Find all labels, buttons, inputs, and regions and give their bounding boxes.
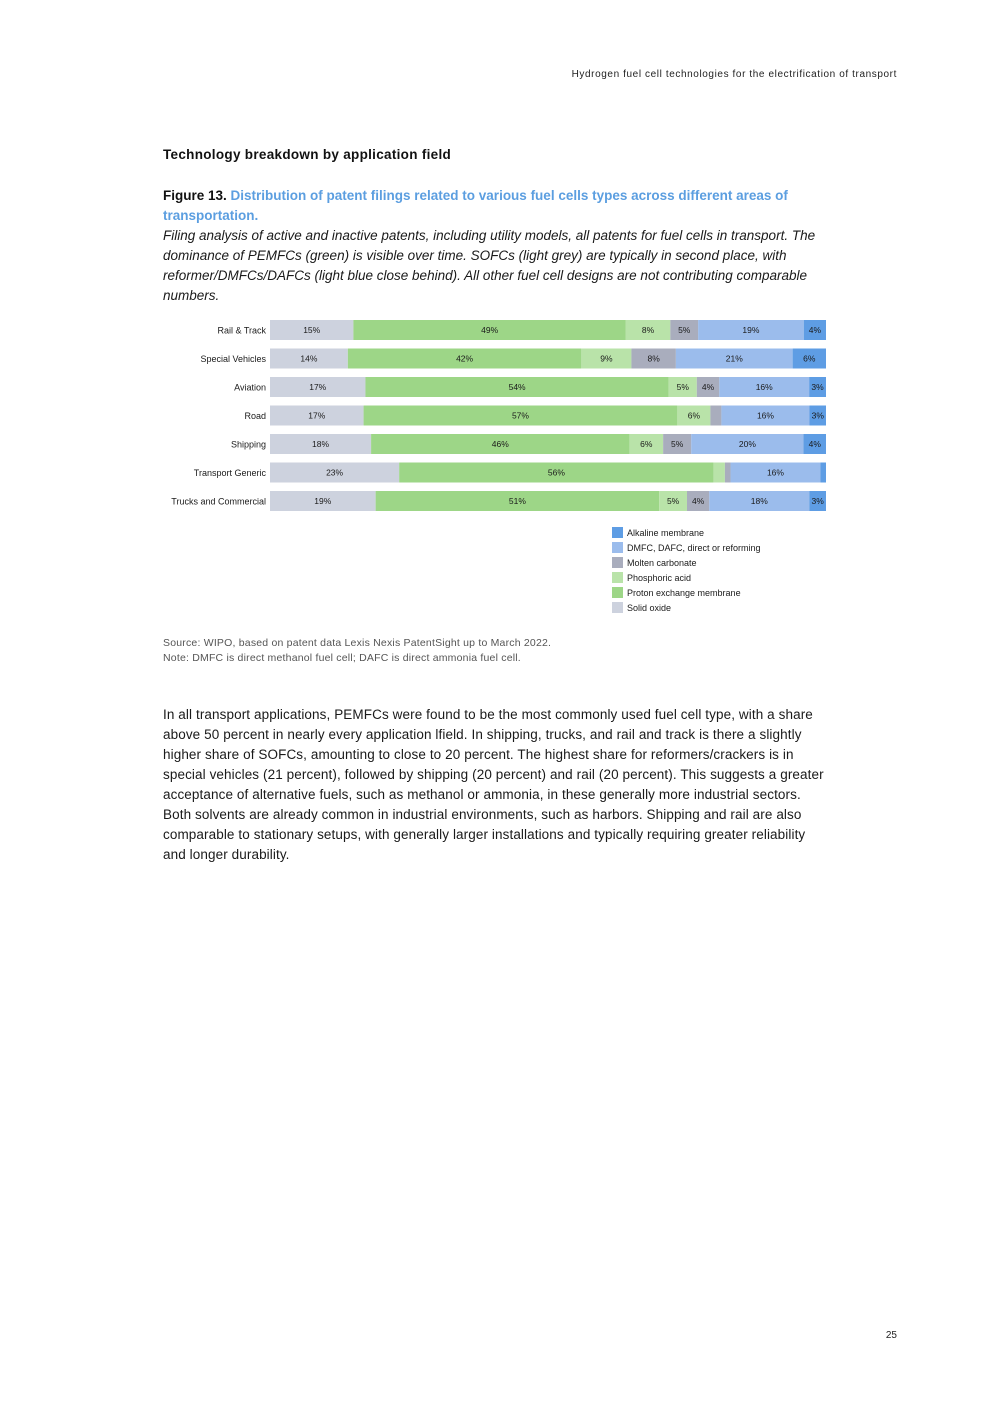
data-label-aviation-solid-oxide: 17% (309, 382, 327, 392)
figure-label: Figure 13. (163, 188, 227, 203)
data-label-trucks-and-commercial-alkaline-membrane: 3% (811, 496, 824, 506)
data-label-road-proton-exchange-membrane: 57% (511, 410, 529, 421)
legend-swatch-proton-exchange-membrane (612, 587, 623, 598)
data-label-transport-generic-proton-exchange-membrane: 56% (547, 467, 565, 478)
category-label-aviation: Aviation (234, 382, 266, 393)
data-label-aviation-phosphoric-acid: 5% (676, 382, 689, 392)
running-header: Hydrogen fuel cell technologies for the electrification of transport (571, 69, 897, 80)
figure-caption (163, 186, 833, 226)
data-label-special-vehicles-solid-oxide: 14% (300, 353, 318, 364)
data-label-rail-track-molten-carbonate: 5% (678, 325, 691, 335)
legend-swatch-dmfc-dafc-direct-or-reforming (612, 542, 623, 553)
bar-segment-transport-generic-alkaline-membrane (820, 463, 826, 483)
legend-label-solid-oxide: Solid oxide (627, 603, 672, 613)
data-label-road-solid-oxide: 17% (308, 410, 326, 421)
category-label-road: Road (244, 411, 266, 421)
data-label-shipping-molten-carbonate: 5% (671, 439, 684, 449)
data-label-trucks-and-commercial-proton-exchange-membrane: 51% (508, 496, 526, 506)
data-label-aviation-proton-exchange-membrane: 54% (508, 382, 526, 392)
legend-label-molten-carbonate: Molten carbonate (627, 558, 697, 568)
data-label-rail-track-dmfc-dafc-direct-or-reforming: 19% (742, 325, 760, 335)
data-label-trucks-and-commercial-dmfc-dafc-direct-or-reforming: 18% (750, 496, 768, 506)
category-label-special-vehicles: Special Vehicles (200, 354, 266, 364)
data-label-shipping-dmfc-dafc-direct-or-reforming: 20% (738, 439, 756, 449)
stacked-bar-chart (150, 316, 840, 626)
legend-label-alkaline-membrane: Alkaline membrane (627, 528, 705, 538)
data-label-special-vehicles-molten-carbonate: 8% (647, 353, 660, 364)
source-line: Source: WIPO, based on patent data Lexis Nexis PatentSight up to March 2022. (163, 637, 552, 649)
data-label-transport-generic-solid-oxide: 23% (326, 467, 344, 478)
note-line: Note: DMFC is direct methanol fuel cell; DAFC is direct ammonia fuel cell. (163, 652, 521, 664)
page-number: 25 (885, 1330, 897, 1341)
bar-segment-transport-generic-phosphoric-acid (714, 463, 725, 483)
legend-swatch-phosphoric-acid (612, 572, 623, 583)
data-label-shipping-solid-oxide: 18% (312, 439, 330, 449)
source-notes (163, 636, 551, 666)
legend-label-dmfc-dafc-direct-or-reforming: DMFC, DAFC, direct or reforming (627, 543, 761, 553)
data-label-road-phosphoric-acid: 6% (687, 410, 701, 421)
data-label-aviation-dmfc-dafc-direct-or-reforming: 16% (755, 382, 773, 392)
legend-swatch-alkaline-membrane (612, 527, 623, 538)
data-label-rail-track-proton-exchange-membrane: 49% (481, 325, 499, 335)
data-label-aviation-molten-carbonate: 4% (701, 382, 715, 392)
category-label-trucks-and-commercial: Trucks and Commercial (171, 496, 266, 507)
legend-swatch-solid-oxide (612, 602, 623, 613)
bar-segment-transport-generic-molten-carbonate (725, 463, 731, 483)
legend-label-phosphoric-acid: Phosphoric acid (627, 573, 692, 583)
data-label-rail-track-phosphoric-acid: 8% (641, 325, 655, 335)
data-label-trucks-and-commercial-molten-carbonate: 4% (691, 496, 705, 506)
data-label-special-vehicles-proton-exchange-membrane: 42% (456, 353, 474, 364)
data-label-rail-track-alkaline-membrane: 4% (808, 325, 822, 335)
data-label-shipping-proton-exchange-membrane: 46% (491, 439, 509, 449)
data-label-transport-generic-dmfc-dafc-direct-or-reforming: 16% (766, 467, 784, 478)
category-label-transport-generic: Transport Generic (193, 468, 266, 478)
data-label-trucks-and-commercial-phosphoric-acid: 5% (666, 496, 680, 506)
figure-description: Filing analysis of active and inactive patents, including utility models, all patents for fuel cells in transport. The dominance of PEMFCs (green) is visible over time. SOFCs (light grey) are typically in second place, with reformer/DMFCs/DAFCs (light blue close behind). All other fuel cell designs are not contributing comparable numbers. (163, 228, 816, 303)
body-paragraph: In all transport applications, PEMFCs were found to be the most commonly used fuel cell type, with a share above 50 percent in nearly every application lfield. In shipping, trucks, and rail and track is there a slightly higher share of SOFCs, amounting to close to 20 percent. The highest share for reformers/crackers is in special vehicles (21 percent), followed by shipping (20 percent) and rail (20 percent). This suggests a greater acceptance of alternative fuels, such as methanol or ammonia, in these generally more industrial sectors. Both solvents are already common in industrial environments, such as harbors. Shipping and rail are also comparable to stationary setups, with generally larger installations and typically requiring greater reliability and longer durability. (163, 707, 824, 862)
data-label-rail-track-solid-oxide: 15% (303, 325, 321, 335)
figure-title: Distribution of patent filings related to various fuel cells types across different areas of transportation. (163, 188, 788, 223)
data-label-trucks-and-commercial-solid-oxide: 19% (314, 496, 332, 506)
chart-svg (150, 316, 840, 626)
data-label-special-vehicles-phosphoric-acid: 9% (600, 353, 613, 364)
data-label-aviation-alkaline-membrane: 3% (811, 382, 824, 392)
data-label-special-vehicles-alkaline-membrane: 6% (803, 353, 816, 364)
category-label-shipping: Shipping (230, 439, 266, 450)
data-label-special-vehicles-dmfc-dafc-direct-or-reforming: 21% (725, 353, 743, 364)
legend-swatch-molten-carbonate (612, 557, 623, 568)
data-label-road-alkaline-membrane: 3% (811, 410, 824, 421)
data-label-road-dmfc-dafc-direct-or-reforming: 16% (756, 410, 774, 421)
data-label-shipping-phosphoric-acid: 6% (640, 439, 653, 449)
category-label-rail-track: Rail & Track (217, 325, 266, 336)
section-heading: Technology breakdown by application field (163, 147, 452, 162)
bar-segment-road-molten-carbonate (710, 406, 721, 426)
legend-label-proton-exchange-membrane: Proton exchange membrane (627, 588, 741, 598)
data-label-shipping-alkaline-membrane: 4% (808, 439, 821, 449)
